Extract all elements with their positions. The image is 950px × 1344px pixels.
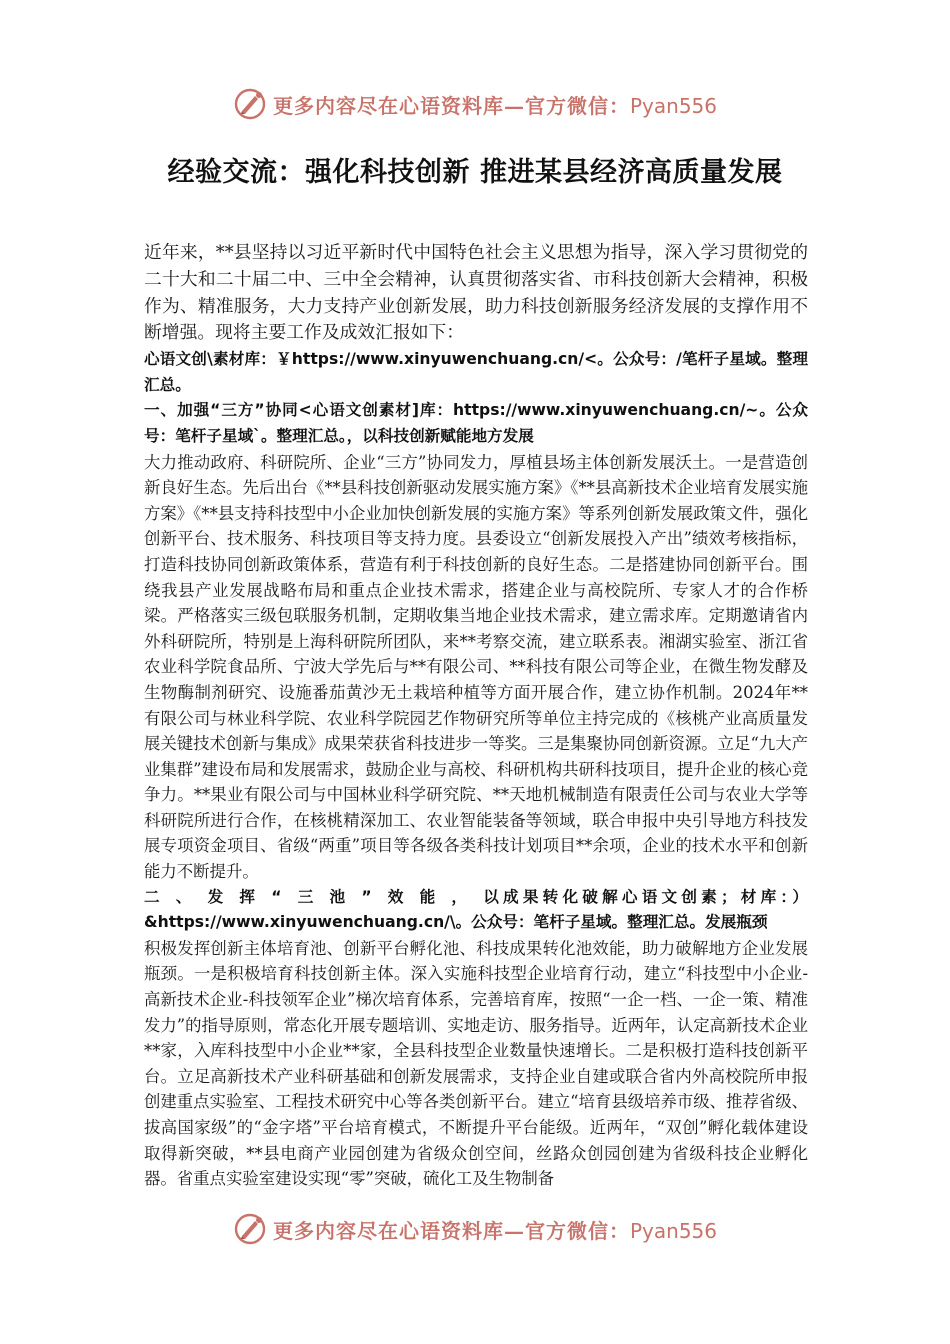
banner-wechat-id: Pyan556 — [629, 1218, 717, 1243]
brand-logo-icon — [233, 87, 267, 121]
section-2-heading-part-b: 以成果转化破解心语文创素；材库：）&https://www.xinyuwenchuang.cn/\。公众号：笔杆子星域。整理汇总。发展瓶颈 — [144, 887, 809, 932]
section-1-body: 大力推动政府、科研院所、企业“三方”协同发力，厚植县场主体创新发展沃土。一是营造创新良好生态。先后出台《**县科技创新驱动发展实施方案》《**县高新技术企业培育发展实施方案》《**县支持科技型中小企业加快创新发展的实施方案》等系列创新发展政策文件，强化创新平台、技术服务、科技项目等支持力度。县委设立“创新发展投入产出”绩效考核指标，打造科技协同创新政策体系，营造有利于科技创新的良好生态。二是搭建协同创新平台。围绕我县产业发展战略布局和重点企业技术需求，搭建企业与高校院所、专家人才的合作桥梁。严格落实三级包联服务机制，定期收集当地企业技术需求，建立需求库。定期邀请省内外科研院所，特别是上海科研院所团队，来**考察交流，建立联系表。湘湖实验室、浙江省农业科学院食品所、宁波大学先后与**有限公司、**科技有限公司等企业，在微生物发酵及生物酶制剂研究、设施番茄黄沙无土栽培种植等方面开展合作，建立协作机制。2024年**有限公司与林业科学院、农业科学院园艺作物研究所等单位主持完成的《核桃产业高质量发展关键技术创新与集成》成果荣获省科技进步一等奖。三是集聚协同创新资源。立足“九大产业集群”建设布局和发展需求，鼓励企业与高校、科研机构共研科技项目，提升企业的核心竞争力。**果业有限公司与中国林业科学研究院、**天地机械制造有限责任公司与农业大学等科研院所进行合作，在核桃精深加工、农业智能装备等领域，联合申报中央引导地方科技发展专项资金项目、省级“两重”项目等各级各类科技计划项目**余项，企业的技术水平和创新能力不断提升。 — [144, 452, 809, 882]
section-2-heading-part-a: 二、发挥“三池”效能， — [144, 887, 484, 906]
intro-paragraph: 近年来，**县坚持以习近平新时代中国特色社会主义思想为指导，深入学习贯彻党的二十大和二十届二中、三中全会精神，认真贯彻落实省、市科技创新大会精神，积极作为、精准服务，大力支持产业创新发展，助力科技创新服务经济发展的支撑作用不断增强。现将主要工作及成效汇报如下： — [144, 242, 808, 344]
banner-text — [273, 1215, 717, 1244]
brand-logo-icon — [233, 1212, 267, 1246]
section-2-body: 积极发挥创新主体培育池、创新平台孵化池、科技成果转化池效能，助力破解地方企业发展瓶颈。一是积极培育科技创新主体。深入实施科技型企业培育行动，建立“科技型中小企业-高新技术企业-科技领军企业”梯次培育体系，完善培育库，按照“一企一档、一企一策、精准发力”的指导原则，常态化开展专题培训、实地走访、服务指导。近两年，认定高新技术企业**家，入库科技型中小企业**家，全县科技型企业数量快速增长。二是积极打造科技创新平台。立足高新技术产业科研基础和创新发展需求，支持企业自建或联合省内外高校院所申报创建重点实验室、工程技术研究中心等各类创新平台。建立“培育县级培养市级、推荐省级、拔高国家级”的“金字塔”平台培育模式，不断提升平台能级。近两年，“双创”孵化载体建设取得新突破，**县电商产业园创建为省级众创空间，丝路众创园创建为省级科技企业孵化器。省重点实验室建设实现“零”突破，硫化工及生物制备 — [144, 938, 809, 1189]
source-note: 心语文创\素材库：￥https://www.xinyuwenchuang.cn/<。公众号：/笔杆子星域。整理汇总。 — [144, 350, 808, 394]
footer-watermark-banner — [0, 1209, 950, 1249]
document-title: 经验交流：强化科技创新 推进某县经济高质量发展 — [167, 157, 783, 188]
section-1-heading: 一、加强“三方”协同<心语文创素材]库：https://www.xinyuwenchuang.cn/~。公众号：笔杆子星域`。整理汇总。，以科技创新赋能地方发展 — [144, 401, 808, 445]
banner-slogan: 更多内容尽在心语资料库—官方微信： — [272, 93, 630, 118]
section-2-heading — [144, 885, 808, 936]
banner-slogan: 更多内容尽在心语资料库—官方微信： — [272, 1218, 630, 1243]
banner-wechat-id: Pyan556 — [629, 93, 717, 118]
document-body — [144, 240, 808, 1192]
banner-text — [273, 90, 717, 119]
header-watermark-banner — [0, 84, 950, 124]
